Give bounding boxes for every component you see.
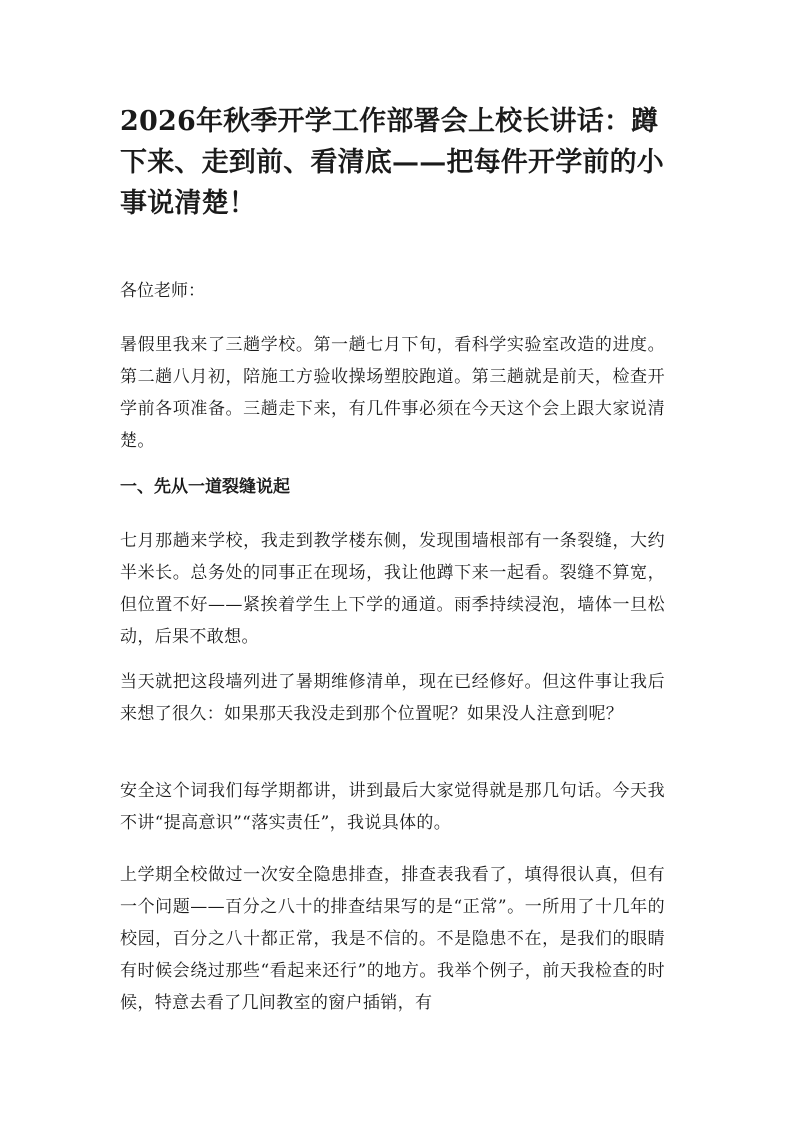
paragraph-repair: 当天就把这段墙列进了暑期维修清单，现在已经修好。但这件事让我后来想了很久：如果那天我没走到那个位置呢？如果没人注意到呢？ xyxy=(120,672,665,724)
paragraph-inspection: 上学期全校做过一次安全隐患排查，排查表我看了，填得很认真，但有一个问题——百分之八十的排查结果写的是“正常”。一所用了十几年的校园，百分之八十都正常，我是不信的。不是隐患不在，是我们的眼睛有时候会绕过那些“看起来还行”的地方。我举个例子，前天我检查的时候，特意去看了几间教室的窗户插销，有 xyxy=(120,865,665,1013)
paragraph-safety: 安全这个词我们每学期都讲，讲到最后大家觉得就是那几句话。今天我不讲“提高意识”“落实责任”，我说具体的。 xyxy=(120,781,665,833)
section-heading-1: 一、先从一道裂缝说起 xyxy=(120,477,290,497)
document-title: 2026年秋季开学工作部署会上校长讲话：蹲下来、走到前、看清底——把每件开学前的小事说清楚！ xyxy=(120,106,664,219)
paragraph-crack: 七月那趟来学校，我走到教学楼东侧，发现围墙根部有一条裂缝，大约半米长。总务处的同事正在现场，我让他蹲下来一起看。裂缝不算宽，但位置不好——紧挨着学生上下学的通道。雨季持续浸泡，墙体一旦松动，后果不敢想。 xyxy=(120,531,665,647)
paragraph-intro: 暑假里我来了三趟学校。第一趟七月下旬，看科学实验室改造的进度。第二趟八月初，陪施工方验收操场塑胶跑道。第三趟就是前天，检查开学前各项准备。三趟走下来，有几件事必须在今天这个会上跟大家说清楚。 xyxy=(120,335,665,451)
salutation: 各位老师： xyxy=(120,281,205,301)
